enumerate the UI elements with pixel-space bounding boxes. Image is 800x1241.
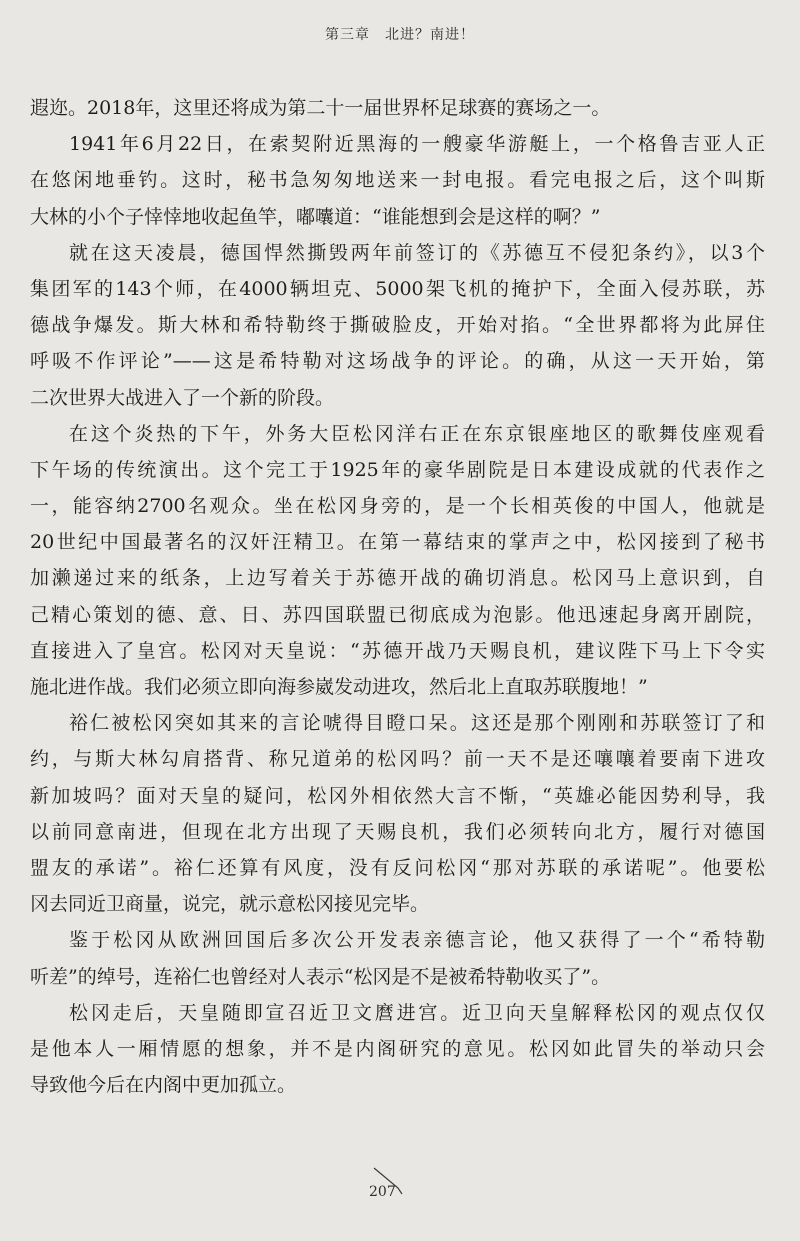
- text-line: 施北进作战。我们必须立即向海参崴发动进攻，然后北上直取苏联腹地！”: [30, 676, 648, 698]
- text-line: 集团军的143个师，在4000辆坦克、5000架飞机的掩护下，全面入侵苏联，苏: [30, 277, 765, 300]
- text-line: 下午场的传统演出。这个完工于1925年的豪华剧院是日本建设成就的代表作之: [30, 458, 765, 481]
- text-line: 是他本人一厢情愿的想象，并不是内阁研究的意见。松冈如此冒失的举动只会: [30, 1037, 765, 1060]
- text-line: 二次世界大战进入了一个新的阶段。: [30, 386, 335, 409]
- text-line: 20世纪中国最著名的汉奸汪精卫。在第一幕结束的掌声之中，松冈接到了秘书: [30, 531, 765, 554]
- text-line: 导致他今后在内阁中更加孤立。: [30, 1074, 297, 1097]
- running-head: 第三章 北进？南进！: [325, 27, 475, 43]
- text-line: 鉴于松冈从欧洲回国后多次公开发表亲德言论，他又获得了一个“希特勒: [69, 929, 765, 952]
- text-line: 约，与斯大林勾肩搭背、称兄道弟的松冈吗？前一天不是还嚷嚷着要南下进攻: [30, 748, 765, 771]
- text-line: 在这个炎热的下午，外务大臣松冈洋右正在东京银座地区的歌舞伎座观看: [69, 422, 765, 445]
- text-line: 新加坡吗？面对天皇的疑问，松冈外相依然大言不惭，“英雄必能因势利导，我: [30, 784, 765, 807]
- text-line: 冈去同近卫商量，说完，就示意松冈接见完毕。: [30, 893, 430, 916]
- text-line: 加濑递过来的纸条，上边写着关于苏德开战的确切消息。松冈马上意识到，自: [30, 567, 765, 590]
- text-line: 呼吸不作评论”——这是希特勒对这场战争的评论。的确，从这一天开始，第: [30, 350, 765, 373]
- text-line: 裕仁被松冈突如其来的言论唬得目瞪口呆。这还是那个刚刚和苏联签订了和: [69, 712, 765, 735]
- body-text: [30, 90, 765, 1103]
- text-line: 听差”的绰号，连裕仁也曾经对人表示“松冈是不是被希特勒收买了”。: [30, 965, 611, 988]
- page-number: 207: [369, 1184, 396, 1200]
- text-line: 就在这天凌晨，德国悍然撕毁两年前签订的《苏德互不侵犯条约》，以3个: [69, 241, 765, 264]
- text-line: 松冈走后，天皇随即宣召近卫文麿进宫。近卫向天皇解释松冈的观点仅仅: [69, 1001, 765, 1024]
- text-line: 己精心策划的德、意、日、苏四国联盟已彻底成为泡影。他迅速起身离开剧院，: [30, 603, 765, 626]
- text-line: 大林的小个子悻悻地收起鱼竿，嘟囔道：“谁能想到会是这样的啊？”: [30, 205, 601, 228]
- text-line: 盟友的承诺”。裕仁还算有风度，没有反问松冈“那对苏联的承诺呢”。他要松: [30, 856, 765, 879]
- text-line: 遐迩。2018年，这里还将成为第二十一届世界杯足球赛的赛场之一。: [30, 97, 611, 119]
- text-line: 直接进入了皇宫。松冈对天皇说：“苏德开战乃天赐良机，建议陛下马上下令实: [30, 639, 765, 662]
- text-line: 1941年6月22日，在索契附近黑海的一艘豪华游艇上，一个格鲁吉亚人正: [69, 133, 765, 156]
- text-line: 以前同意南进，但现在北方出现了天赐良机，我们必须转向北方，履行对德国: [30, 820, 765, 843]
- text-line: 德战争爆发。斯大林和希特勒终于撕破脸皮，开始对掐。“全世界都将为此屏住: [30, 314, 765, 337]
- text-line: 在悠闲地垂钓。这时，秘书急匆匆地送来一封电报。看完电报之后，这个叫斯: [30, 169, 765, 192]
- text-line: 一，能容纳2700名观众。坐在松冈身旁的，是一个长相英俊的中国人，他就是: [30, 495, 765, 518]
- page-footer: [0, 1166, 800, 1226]
